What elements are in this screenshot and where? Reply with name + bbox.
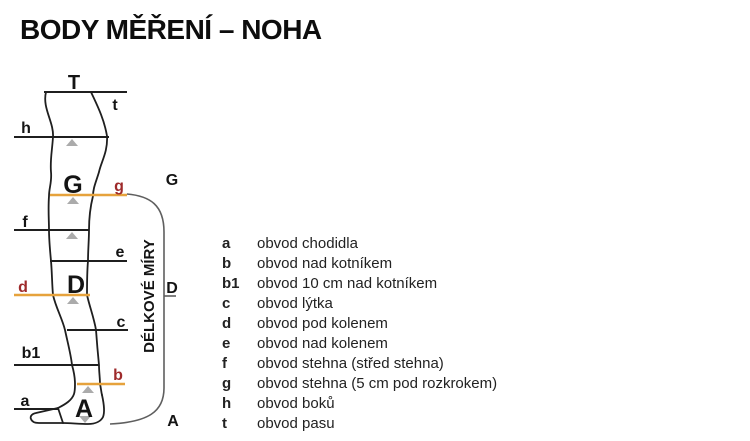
leg-marker-labels xyxy=(18,72,125,423)
marker-h-label: h xyxy=(21,120,31,137)
marker-T-label: T xyxy=(67,72,81,94)
leg-outline-left xyxy=(45,92,75,408)
marker-b-label: b xyxy=(113,367,123,384)
legend-description: obvod nad kotníkem xyxy=(257,255,393,272)
legend-letter: a xyxy=(222,235,231,252)
legend-letter: c xyxy=(222,295,231,312)
legend-row-c xyxy=(222,294,542,314)
triangle-up-b-icon xyxy=(82,386,94,393)
legend-row-t xyxy=(222,414,542,434)
legend-description: obvod stehna (5 cm pod rozkrokem) xyxy=(257,375,498,392)
legend xyxy=(222,234,542,434)
marker-t-label: t xyxy=(112,97,118,114)
bracket-label-D: D xyxy=(166,280,178,297)
legend-description: obvod pod kolenem xyxy=(257,315,388,332)
legend-row-g xyxy=(222,374,542,394)
leg-outline xyxy=(31,92,107,424)
legend-letter: h xyxy=(222,395,232,412)
legend-letter: b xyxy=(222,255,232,272)
legend-row-f xyxy=(222,354,542,374)
marker-G-big-label: G xyxy=(63,171,83,199)
legend-letter: f xyxy=(222,355,227,372)
marker-a-label: a xyxy=(20,393,30,410)
legend-description: obvod nad kolenem xyxy=(257,335,388,352)
bracket-label-A: A xyxy=(167,413,179,430)
legend-row-b1 xyxy=(222,274,542,294)
legend-description: obvod lýtka xyxy=(257,295,333,312)
marker-A-big-label: A xyxy=(74,395,94,423)
legend-row-a xyxy=(222,234,542,254)
marker-e-label: e xyxy=(115,244,125,261)
legend-description: obvod pasu xyxy=(257,415,335,432)
legend-letter: g xyxy=(222,375,232,392)
legend-letter: t xyxy=(222,415,227,432)
foot-toe-seam xyxy=(58,408,63,423)
marker-D-big-label: D xyxy=(66,271,86,299)
bracket-label-G: G xyxy=(165,172,179,189)
legend-description: obvod chodidla xyxy=(257,235,358,252)
marker-g-label: g xyxy=(114,178,124,195)
page-title: BODY MĚŘENÍ – NOHA xyxy=(20,14,322,45)
legend-description: obvod boků xyxy=(257,395,335,412)
triangle-up-h-icon xyxy=(66,139,78,146)
legend-letter: d xyxy=(222,315,232,332)
legend-row-h xyxy=(222,394,542,414)
length-measures-vertical-label: DÉLKOVÉ MÍRY xyxy=(141,239,158,353)
marker-f-label: f xyxy=(22,214,28,231)
marker-b1-label: b1 xyxy=(21,345,41,362)
legend-description: obvod 10 cm nad kotníkem xyxy=(257,275,438,292)
legend-row-e xyxy=(222,334,542,354)
legend-row-b xyxy=(222,254,542,274)
legend-letter: b1 xyxy=(222,275,240,292)
legend-row-d xyxy=(222,314,542,334)
legend-letter: e xyxy=(222,335,231,352)
legend-description: obvod stehna (střed stehna) xyxy=(257,355,444,372)
marker-d-label: d xyxy=(18,279,28,296)
marker-c-label: c xyxy=(116,314,126,331)
triangle-up-f-icon xyxy=(66,232,78,239)
